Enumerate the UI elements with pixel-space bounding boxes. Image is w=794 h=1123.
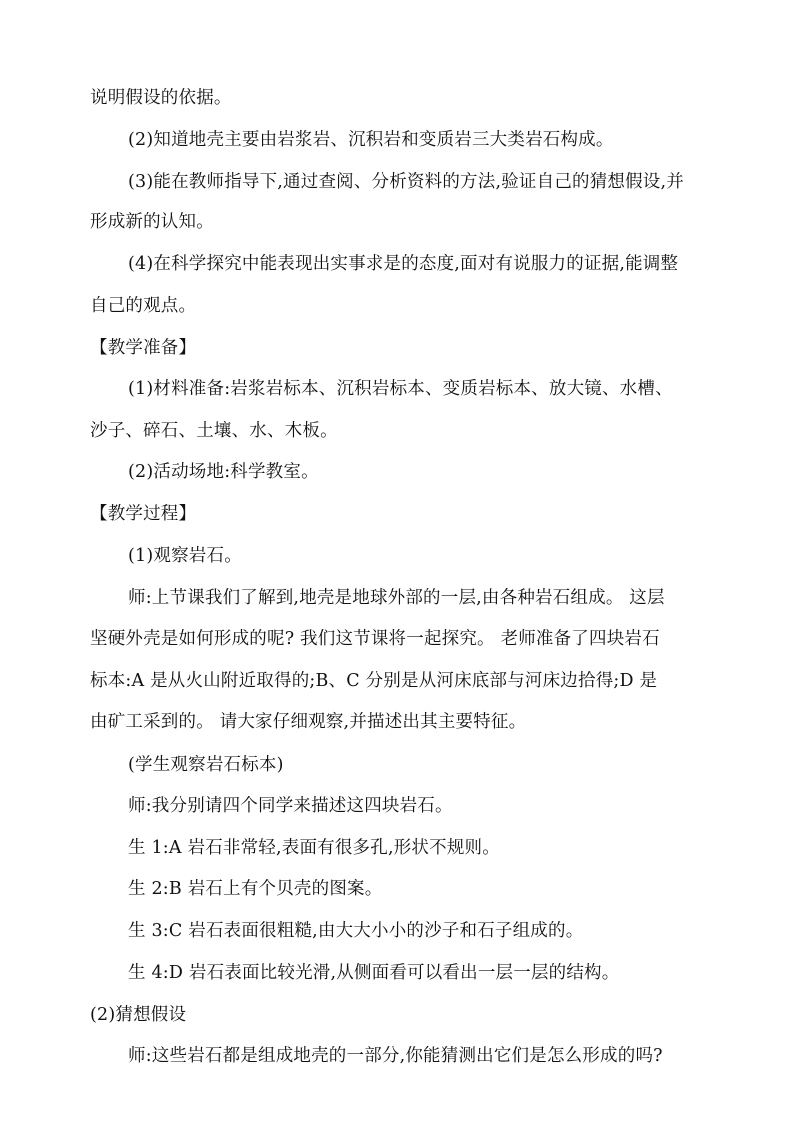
section-heading-preparation: 【教学准备】 <box>90 338 197 358</box>
text-line-14: 坚硬外壳是如何形成的呢? 我们这节课将一起探究。 老师准备了四块岩石 <box>90 629 660 649</box>
teacher-line-3: 师:这些岩石都是组成地壳的一部分,你能猜测出它们是怎么形成的吗? <box>128 1046 663 1066</box>
stage-direction: (学生观察岩石标本) <box>128 755 284 775</box>
student-line-1: 生 1:A 岩石非常轻,表面有很多孔,形状不规则。 <box>128 838 500 858</box>
process-step-1: (1)观察岩石。 <box>128 546 242 566</box>
objective-4: (4)在科学探究中能表现出实事求是的态度,面对有说服力的证据,能调整 <box>128 254 679 274</box>
preparation-2: (2)活动场地:科学教室。 <box>128 462 319 482</box>
text-line-1: 说明假设的依据。 <box>90 88 232 108</box>
objective-2: (2)知道地壳主要由岩浆岩、沉积岩和变质岩三大类岩石构成。 <box>128 130 614 150</box>
text-line-6: 自己的观点。 <box>90 296 197 316</box>
section-heading-process: 【教学过程】 <box>90 504 197 524</box>
preparation-1: (1)材料准备:岩浆岩标本、沉积岩标本、变质岩标本、放大镜、水槽、 <box>128 379 673 399</box>
text-line-15: 标本:A 是从火山附近取得的;B、C 分别是从河床底部与河床边拾得;D 是 <box>90 671 658 691</box>
text-line-9: 沙子、碎石、土壤、水、木板。 <box>90 421 338 441</box>
teacher-line-2: 师:我分别请四个同学来描述这四块岩石。 <box>128 796 453 816</box>
text-line-4: 形成新的认知。 <box>90 212 214 232</box>
objective-3: (3)能在教师指导下,通过查阅、分析资料的方法,验证自己的猜想假设,并 <box>128 172 684 192</box>
student-line-4: 生 4:D 岩石表面比较光滑,从侧面看可以看出一层一层的结构。 <box>128 963 620 983</box>
student-line-2: 生 2:B 岩石上有个贝壳的图案。 <box>128 879 383 899</box>
text-line-16: 由矿工采到的。 请大家仔细观察,并描述出其主要特征。 <box>90 712 527 732</box>
process-step-2: (2)猜想假设 <box>90 1005 187 1025</box>
teacher-line-1: 师:上节课我们了解到,地壳是地球外部的一层,由各种岩石组成。 这层 <box>128 588 665 608</box>
student-line-3: 生 3:C 岩石表面很粗糙,由大大小小的沙子和石子组成的。 <box>128 921 584 941</box>
